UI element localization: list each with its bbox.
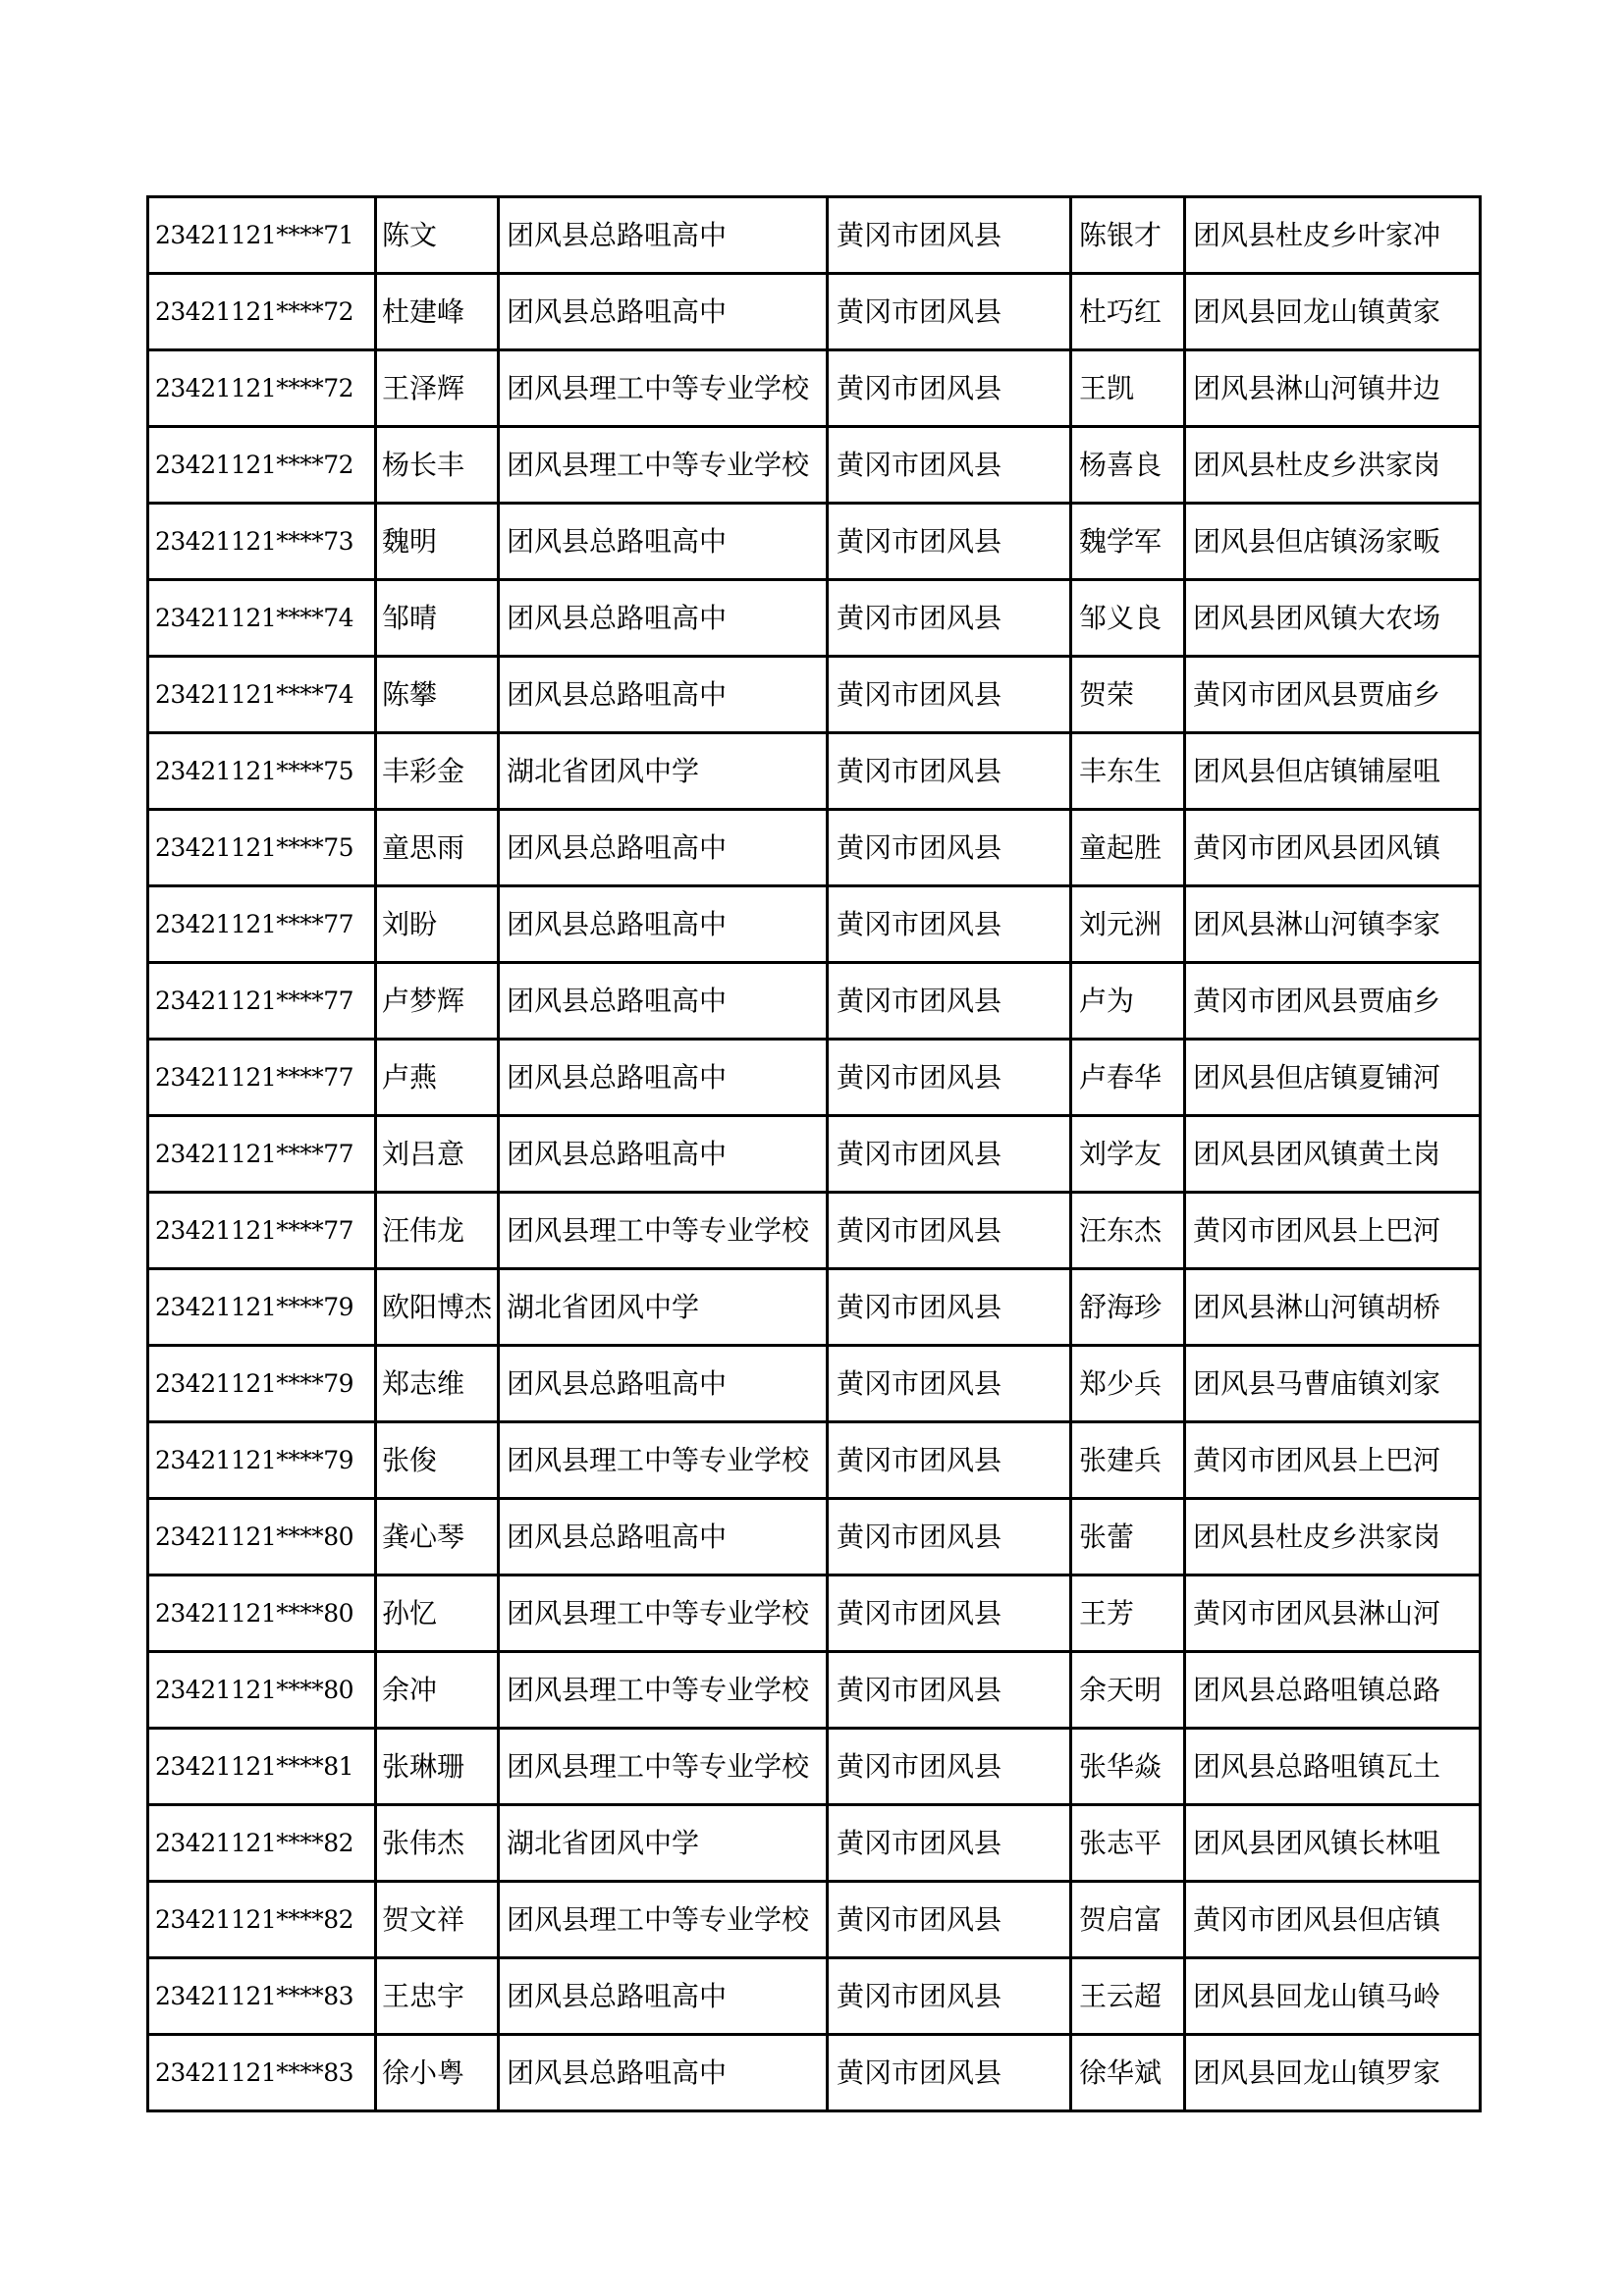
roster-body (148, 197, 1481, 2111)
cell-address: 团风县但店镇铺屋咀 (1185, 733, 1481, 810)
cell-name: 卢梦辉 (376, 963, 499, 1040)
cell-id: 23421121****75 (148, 810, 376, 886)
table-row (148, 274, 1481, 350)
cell-region: 黄冈市团风县 (828, 580, 1071, 657)
cell-region: 黄冈市团风县 (828, 197, 1071, 274)
cell-region: 黄冈市团风县 (828, 1882, 1071, 1958)
cell-guardian: 刘元洲 (1071, 886, 1185, 963)
table-row (148, 733, 1481, 810)
cell-name: 徐小粤 (376, 2035, 499, 2111)
cell-school: 团风县总路咀高中 (499, 1346, 828, 1422)
cell-guardian: 杜巧红 (1071, 274, 1185, 350)
cell-guardian: 汪东杰 (1071, 1193, 1185, 1269)
cell-id: 23421121****81 (148, 1729, 376, 1805)
cell-address: 团风县回龙山镇罗家 (1185, 2035, 1481, 2111)
cell-region: 黄冈市团风县 (828, 886, 1071, 963)
cell-id: 23421121****74 (148, 657, 376, 733)
table-row (148, 810, 1481, 886)
cell-id: 23421121****72 (148, 427, 376, 504)
cell-id: 23421121****83 (148, 1958, 376, 2035)
cell-school: 湖北省团风中学 (499, 1805, 828, 1882)
cell-address: 黄冈市团风县贾庙乡 (1185, 657, 1481, 733)
cell-guardian: 王凯 (1071, 350, 1185, 427)
cell-region: 黄冈市团风县 (828, 963, 1071, 1040)
cell-region: 黄冈市团风县 (828, 810, 1071, 886)
cell-region: 黄冈市团风县 (828, 1652, 1071, 1729)
cell-name: 汪伟龙 (376, 1193, 499, 1269)
cell-region: 黄冈市团风县 (828, 657, 1071, 733)
cell-region: 黄冈市团风县 (828, 274, 1071, 350)
table-row (148, 1575, 1481, 1652)
cell-school: 团风县总路咀高中 (499, 580, 828, 657)
cell-address: 团风县团风镇大农场 (1185, 580, 1481, 657)
cell-id: 23421121****80 (148, 1499, 376, 1575)
cell-address: 团风县杜皮乡叶家冲 (1185, 197, 1481, 274)
cell-id: 23421121****74 (148, 580, 376, 657)
cell-region: 黄冈市团风县 (828, 1040, 1071, 1116)
cell-address: 团风县团风镇长林咀 (1185, 1805, 1481, 1882)
cell-name: 贺文祥 (376, 1882, 499, 1958)
cell-id: 23421121****77 (148, 1193, 376, 1269)
cell-guardian: 杨喜良 (1071, 427, 1185, 504)
cell-guardian: 刘学友 (1071, 1116, 1185, 1193)
cell-guardian: 卢春华 (1071, 1040, 1185, 1116)
cell-school: 团风县理工中等专业学校 (499, 1575, 828, 1652)
cell-name: 余冲 (376, 1652, 499, 1729)
cell-region: 黄冈市团风县 (828, 427, 1071, 504)
cell-id: 23421121****73 (148, 504, 376, 580)
cell-name: 丰彩金 (376, 733, 499, 810)
table-row (148, 1499, 1481, 1575)
cell-id: 23421121****77 (148, 886, 376, 963)
cell-region: 黄冈市团风县 (828, 1575, 1071, 1652)
cell-id: 23421121****71 (148, 197, 376, 274)
cell-name: 魏明 (376, 504, 499, 580)
cell-id: 23421121****72 (148, 350, 376, 427)
table-row (148, 504, 1481, 580)
cell-school: 团风县总路咀高中 (499, 504, 828, 580)
cell-address: 团风县杜皮乡洪家岗 (1185, 1499, 1481, 1575)
cell-name: 杨长丰 (376, 427, 499, 504)
table-row (148, 350, 1481, 427)
table-row (148, 1882, 1481, 1958)
cell-school: 团风县总路咀高中 (499, 1958, 828, 2035)
cell-region: 黄冈市团风县 (828, 1805, 1071, 1882)
cell-address: 团风县回龙山镇黄家 (1185, 274, 1481, 350)
table-row (148, 1729, 1481, 1805)
cell-address: 团风县但店镇夏铺河 (1185, 1040, 1481, 1116)
cell-address: 团风县但店镇汤家畈 (1185, 504, 1481, 580)
cell-guardian: 贺荣 (1071, 657, 1185, 733)
cell-region: 黄冈市团风县 (828, 2035, 1071, 2111)
cell-name: 王泽辉 (376, 350, 499, 427)
cell-name: 张俊 (376, 1422, 499, 1499)
cell-school: 团风县理工中等专业学校 (499, 427, 828, 504)
cell-school: 团风县理工中等专业学校 (499, 1422, 828, 1499)
cell-guardian: 王芳 (1071, 1575, 1185, 1652)
cell-address: 黄冈市团风县淋山河 (1185, 1575, 1481, 1652)
cell-region: 黄冈市团风县 (828, 1422, 1071, 1499)
cell-id: 23421121****82 (148, 1882, 376, 1958)
cell-address: 团风县回龙山镇马岭 (1185, 1958, 1481, 2035)
table-row (148, 1269, 1481, 1346)
table-row (148, 1652, 1481, 1729)
cell-address: 黄冈市团风县上巴河 (1185, 1422, 1481, 1499)
cell-school: 团风县总路咀高中 (499, 197, 828, 274)
cell-name: 欧阳博杰 (376, 1269, 499, 1346)
table-row (148, 1193, 1481, 1269)
cell-guardian: 丰东生 (1071, 733, 1185, 810)
cell-address: 团风县杜皮乡洪家岗 (1185, 427, 1481, 504)
cell-name: 王忠宇 (376, 1958, 499, 2035)
cell-school: 团风县理工中等专业学校 (499, 1882, 828, 1958)
cell-school: 团风县理工中等专业学校 (499, 1193, 828, 1269)
cell-school: 湖北省团风中学 (499, 1269, 828, 1346)
cell-id: 23421121****82 (148, 1805, 376, 1882)
cell-school: 团风县总路咀高中 (499, 657, 828, 733)
cell-school: 团风县理工中等专业学校 (499, 350, 828, 427)
cell-guardian: 舒海珍 (1071, 1269, 1185, 1346)
cell-id: 23421121****77 (148, 963, 376, 1040)
cell-school: 湖北省团风中学 (499, 733, 828, 810)
table-row (148, 1958, 1481, 2035)
cell-address: 团风县淋山河镇李家 (1185, 886, 1481, 963)
cell-region: 黄冈市团风县 (828, 1116, 1071, 1193)
cell-address: 团风县淋山河镇胡桥 (1185, 1269, 1481, 1346)
table-row (148, 580, 1481, 657)
cell-address: 团风县总路咀镇总路 (1185, 1652, 1481, 1729)
cell-name: 童思雨 (376, 810, 499, 886)
cell-id: 23421121****75 (148, 733, 376, 810)
cell-region: 黄冈市团风县 (828, 504, 1071, 580)
cell-school: 团风县总路咀高中 (499, 1116, 828, 1193)
table-row (148, 1346, 1481, 1422)
cell-name: 邹晴 (376, 580, 499, 657)
table-row (148, 1116, 1481, 1193)
cell-guardian: 徐华斌 (1071, 2035, 1185, 2111)
cell-name: 张伟杰 (376, 1805, 499, 1882)
cell-address: 团风县淋山河镇井边 (1185, 350, 1481, 427)
cell-region: 黄冈市团风县 (828, 1269, 1071, 1346)
cell-school: 团风县总路咀高中 (499, 963, 828, 1040)
table-row (148, 1040, 1481, 1116)
cell-name: 陈文 (376, 197, 499, 274)
cell-guardian: 王云超 (1071, 1958, 1185, 2035)
cell-address: 团风县马曹庙镇刘家 (1185, 1346, 1481, 1422)
cell-guardian: 张志平 (1071, 1805, 1185, 1882)
cell-school: 团风县总路咀高中 (499, 886, 828, 963)
student-roster-table (146, 195, 1482, 2112)
cell-address: 团风县团风镇黄土岗 (1185, 1116, 1481, 1193)
cell-school: 团风县总路咀高中 (499, 1040, 828, 1116)
table-row (148, 1805, 1481, 1882)
cell-address: 黄冈市团风县上巴河 (1185, 1193, 1481, 1269)
cell-name: 刘吕意 (376, 1116, 499, 1193)
cell-name: 杜建峰 (376, 274, 499, 350)
cell-region: 黄冈市团风县 (828, 1499, 1071, 1575)
cell-address: 团风县总路咀镇瓦土 (1185, 1729, 1481, 1805)
cell-name: 卢燕 (376, 1040, 499, 1116)
cell-guardian: 张建兵 (1071, 1422, 1185, 1499)
cell-id: 23421121****80 (148, 1652, 376, 1729)
cell-region: 黄冈市团风县 (828, 1193, 1071, 1269)
cell-school: 团风县总路咀高中 (499, 810, 828, 886)
cell-school: 团风县总路咀高中 (499, 274, 828, 350)
cell-id: 23421121****79 (148, 1269, 376, 1346)
table-row (148, 197, 1481, 274)
cell-id: 23421121****83 (148, 2035, 376, 2111)
cell-guardian: 张蕾 (1071, 1499, 1185, 1575)
cell-id: 23421121****72 (148, 274, 376, 350)
cell-address: 黄冈市团风县但店镇 (1185, 1882, 1481, 1958)
cell-region: 黄冈市团风县 (828, 1729, 1071, 1805)
cell-name: 陈攀 (376, 657, 499, 733)
cell-guardian: 郑少兵 (1071, 1346, 1185, 1422)
cell-name: 张琳珊 (376, 1729, 499, 1805)
table-row (148, 657, 1481, 733)
cell-id: 23421121****79 (148, 1422, 376, 1499)
cell-region: 黄冈市团风县 (828, 1346, 1071, 1422)
cell-guardian: 卢为 (1071, 963, 1185, 1040)
table-row (148, 427, 1481, 504)
cell-school: 团风县总路咀高中 (499, 2035, 828, 2111)
cell-address: 黄冈市团风县贾庙乡 (1185, 963, 1481, 1040)
cell-name: 郑志维 (376, 1346, 499, 1422)
cell-name: 孙忆 (376, 1575, 499, 1652)
cell-guardian: 余天明 (1071, 1652, 1185, 1729)
cell-guardian: 童起胜 (1071, 810, 1185, 886)
cell-address: 黄冈市团风县团风镇 (1185, 810, 1481, 886)
table-row (148, 2035, 1481, 2111)
cell-region: 黄冈市团风县 (828, 1958, 1071, 2035)
cell-school: 团风县总路咀高中 (499, 1499, 828, 1575)
cell-guardian: 魏学军 (1071, 504, 1185, 580)
cell-guardian: 陈银才 (1071, 197, 1185, 274)
cell-name: 龚心琴 (376, 1499, 499, 1575)
cell-id: 23421121****79 (148, 1346, 376, 1422)
cell-school: 团风县理工中等专业学校 (499, 1729, 828, 1805)
cell-id: 23421121****77 (148, 1116, 376, 1193)
cell-school: 团风县理工中等专业学校 (499, 1652, 828, 1729)
cell-guardian: 邹义良 (1071, 580, 1185, 657)
cell-guardian: 贺启富 (1071, 1882, 1185, 1958)
cell-id: 23421121****80 (148, 1575, 376, 1652)
cell-region: 黄冈市团风县 (828, 733, 1071, 810)
table-row (148, 1422, 1481, 1499)
cell-region: 黄冈市团风县 (828, 350, 1071, 427)
table-row (148, 886, 1481, 963)
cell-id: 23421121****77 (148, 1040, 376, 1116)
cell-guardian: 张华焱 (1071, 1729, 1185, 1805)
cell-name: 刘盼 (376, 886, 499, 963)
table-row (148, 963, 1481, 1040)
